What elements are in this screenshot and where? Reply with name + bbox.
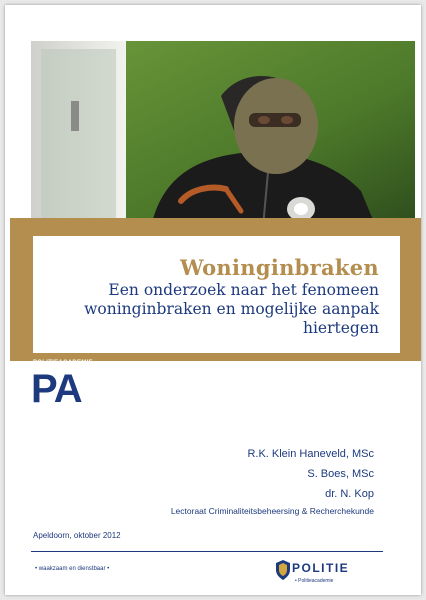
footer-motto: • waakzaam en dienstbaar • xyxy=(35,566,110,572)
author-name: dr. N. Kop xyxy=(325,488,374,500)
document-title: Woninginbraken xyxy=(179,255,379,280)
footer-divider xyxy=(31,551,383,552)
publication-date: Apeldoorn, oktober 2012 xyxy=(33,531,121,540)
pa-logo: PA xyxy=(31,367,82,411)
document-subtitle xyxy=(45,281,379,338)
cover-page xyxy=(5,5,421,595)
subtitle-line: hiertegen xyxy=(302,319,379,337)
politie-brand: POLITIE xyxy=(292,561,350,575)
academy-label: POLITIEACADEMIE xyxy=(33,360,93,366)
subtitle-line: Een onderzoek naar het fenomeen xyxy=(108,281,379,299)
lectoraat: Lectoraat Criminaliteitsbeheersing & Recherchekunde xyxy=(170,506,374,516)
burglar-photo xyxy=(31,41,415,227)
police-badge-icon xyxy=(275,559,291,586)
cover-photo xyxy=(31,41,415,227)
politie-brand-sub: • Politieacademie xyxy=(295,578,334,584)
subtitle-line: woninginbraken en mogelijke aanpak xyxy=(84,300,379,318)
author-name: R.K. Klein Haneveld, MSc xyxy=(247,448,374,460)
author-name: S. Boes, MSc xyxy=(307,468,374,480)
